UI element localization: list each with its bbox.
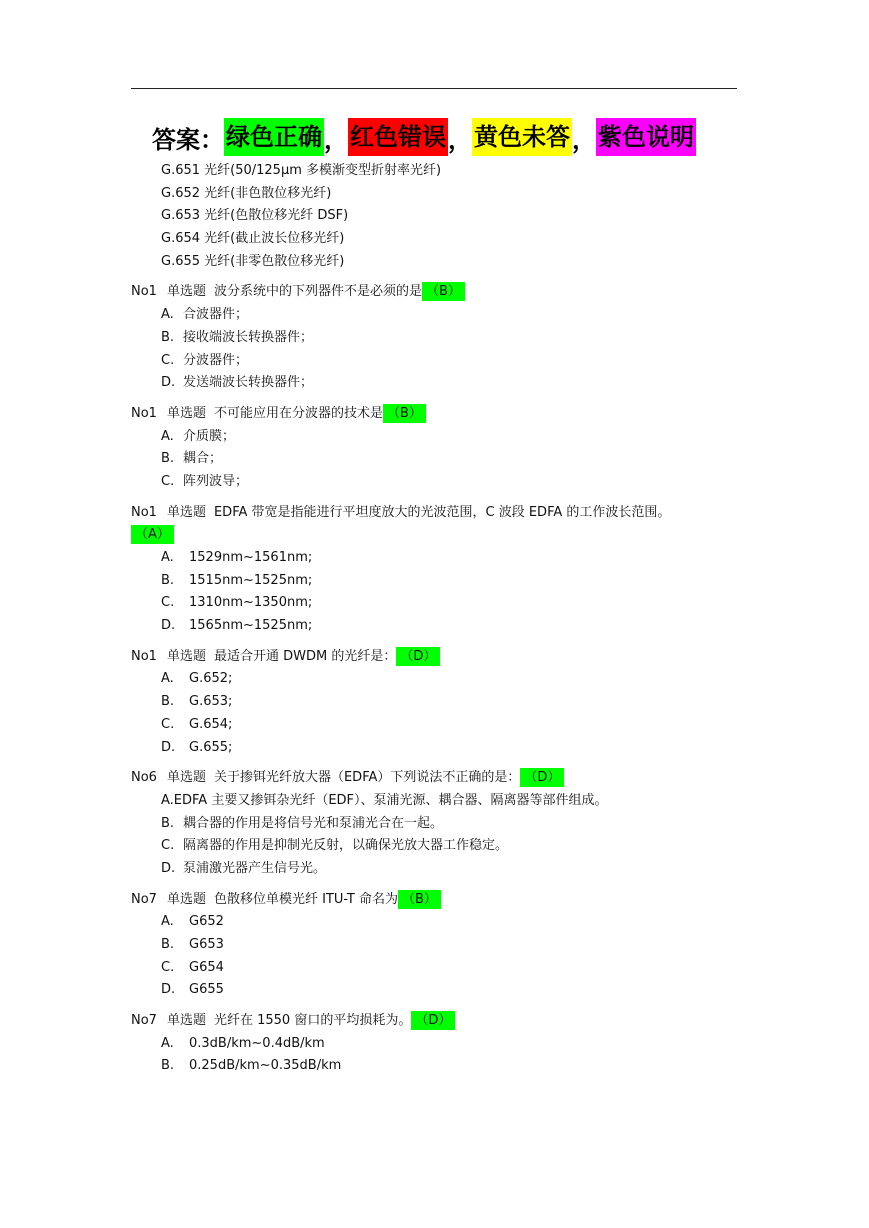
option-item: [131, 448, 737, 471]
option-item: [131, 858, 737, 881]
option-label: C.: [161, 838, 175, 854]
option-text: G.655;: [189, 739, 233, 755]
legend-separator: ，: [572, 124, 596, 154]
option-text: G.654;: [189, 716, 233, 732]
option-text: 隔离器的作用是抑制光反射，以确保光放大器工作稳定。: [183, 838, 509, 854]
option-label: A.: [161, 792, 174, 808]
option-label: C.: [161, 352, 175, 368]
option-text: 介质膜；: [183, 428, 236, 444]
option-label: A.: [161, 914, 174, 930]
option-item: [131, 835, 737, 858]
header-rule: [131, 88, 737, 89]
option-text: EDFA 主要又掺铒杂光纤（EDF）、泵浦光源、耦合器、隔离器等部件组成。: [173, 792, 608, 808]
fiber-type-line: G.654 光纤(截止波长位移光纤): [161, 231, 345, 247]
question-stem: [131, 767, 737, 790]
fiber-type-line: G.653 光纤(色散位移光纤 DSF): [161, 208, 349, 224]
question-stem: [131, 1010, 737, 1033]
option-label: D.: [161, 618, 176, 634]
option-label: B.: [161, 572, 175, 588]
answer-highlight: （B）: [422, 282, 465, 301]
option-item: [131, 615, 737, 638]
legend-separator: ，: [324, 124, 348, 154]
option-item: [131, 471, 737, 494]
option-text: 分波器件；: [183, 352, 249, 368]
option-label: B.: [161, 329, 175, 345]
option-text: 泵浦激光器产生信号光。: [183, 860, 327, 876]
option-text: 0.3dB/km~0.4dB/km: [189, 1035, 325, 1051]
question-type: 单选题: [166, 648, 206, 664]
option-label: C.: [161, 959, 175, 975]
option-text: 1565nm~1525nm;: [189, 618, 313, 634]
option-text: G652: [189, 914, 224, 930]
option-text: 阵列波导；: [183, 473, 249, 489]
option-label: A.: [161, 428, 174, 444]
question-number: No7: [131, 891, 157, 907]
option-label: C.: [161, 595, 175, 611]
answer-highlight: （B）: [398, 890, 441, 909]
option-label: D.: [161, 739, 176, 755]
option-label: A.: [161, 1035, 174, 1051]
question-text: EDFA 带宽是指能进行平坦度放大的光波范围，C 波段 EDFA 的工作波长范围。: [213, 504, 671, 520]
question-stem: [131, 646, 737, 669]
option-item: [131, 547, 737, 570]
option-item: [131, 714, 737, 737]
question-text: 波分系统中的下列器件不是必须的是: [213, 284, 422, 300]
question-type: 单选题: [166, 1013, 206, 1029]
option-text: G.652;: [189, 671, 233, 687]
answer-legend: [152, 117, 696, 157]
option-label: C.: [161, 716, 175, 732]
legend-separator: ，: [448, 124, 472, 154]
option-label: A.: [161, 307, 174, 323]
option-item: [131, 1033, 737, 1056]
option-item: [131, 979, 737, 1002]
option-text: 1529nm~1561nm;: [189, 550, 313, 565]
legend-correct: 绿色正确: [224, 118, 324, 156]
answer-highlight: （D）: [411, 1011, 455, 1030]
legend-unanswered: 黄色未答: [472, 118, 572, 156]
option-text: G654: [189, 959, 224, 975]
option-text: 1310nm~1350nm;: [189, 595, 313, 611]
option-item: [131, 911, 737, 934]
question-number: No1: [131, 405, 157, 421]
question-type: 单选题: [166, 504, 206, 520]
option-item: [131, 304, 737, 327]
question-stem: [131, 403, 737, 426]
option-text: 1515nm~1525nm;: [189, 572, 313, 588]
question-text: 关于掺铒光纤放大器（EDFA）下列说法不正确的是：: [213, 770, 521, 786]
option-label: B.: [161, 815, 175, 831]
fiber-type-line: G.655 光纤(非零色散位移光纤): [161, 253, 345, 269]
option-item: [131, 813, 737, 836]
question-number: No1: [131, 648, 157, 664]
answer-highlight: （D）: [520, 768, 564, 787]
question-stem: [131, 281, 737, 304]
option-text: 耦合器的作用是将信号光和泵浦光合在一起。: [183, 815, 444, 831]
option-item: [131, 934, 737, 957]
question-type: 单选题: [166, 891, 206, 907]
question-text: 色散移位单模光纤 ITU-T 命名为: [213, 891, 398, 907]
option-label: B.: [161, 1058, 175, 1074]
option-item: [131, 350, 737, 373]
option-label: A.: [161, 550, 174, 565]
question-answer-line: [131, 524, 737, 547]
legend-explanation: 紫色说明: [596, 118, 696, 156]
option-item: [131, 790, 737, 813]
option-item: [131, 372, 737, 395]
option-label: B.: [161, 694, 175, 710]
question-stem: [131, 502, 737, 525]
option-text: G653: [189, 937, 224, 952]
option-item: [131, 668, 737, 691]
option-item: [131, 1055, 737, 1078]
option-label: D.: [161, 860, 176, 876]
option-item: [131, 570, 737, 593]
question-stem: [131, 889, 737, 912]
option-text: 耦合；: [183, 451, 223, 467]
document-content: [131, 160, 737, 1078]
answer-highlight: （B）: [383, 404, 426, 423]
option-text: G655: [189, 982, 224, 998]
option-label: D.: [161, 375, 176, 391]
option-text: 接收端波长转换器件；: [183, 329, 314, 345]
question-text: 光纤在 1550 窗口的平均损耗为。: [213, 1013, 412, 1029]
fiber-type-line: G.652 光纤(非色散位移光纤): [161, 185, 332, 201]
option-item: [131, 957, 737, 980]
option-item: [131, 737, 737, 760]
question-number: No7: [131, 1013, 157, 1029]
answer-highlight: （D）: [396, 647, 440, 666]
option-label: B.: [161, 451, 175, 467]
question-number: No1: [131, 504, 157, 520]
answer-highlight: （A）: [131, 525, 174, 544]
option-item: [131, 426, 737, 449]
option-label: A.: [161, 671, 174, 687]
option-text: 合波器件；: [183, 307, 249, 323]
option-text: 0.25dB/km~0.35dB/km: [189, 1058, 342, 1074]
question-type: 单选题: [166, 405, 206, 421]
question-type: 单选题: [166, 284, 206, 300]
option-item: [131, 691, 737, 714]
option-text: 发送端波长转换器件；: [183, 375, 314, 391]
option-label: C.: [161, 473, 175, 489]
option-text: G.653;: [189, 694, 233, 710]
question-number: No6: [131, 770, 157, 786]
option-label: D.: [161, 982, 176, 998]
option-item: [131, 327, 737, 350]
question-text: 最适合开通 DWDM 的光纤是：: [213, 648, 397, 664]
option-label: B.: [161, 937, 175, 952]
legend-wrong: 红色错误: [348, 118, 448, 156]
fiber-type-line: G.651 光纤(50/125μm 多模渐变型折射率光纤): [161, 163, 442, 178]
legend-prefix: 答案：: [152, 124, 224, 154]
question-text: 不可能应用在分波器的技术是: [213, 405, 383, 421]
question-type: 单选题: [166, 770, 206, 786]
question-number: No1: [131, 284, 157, 300]
option-item: [131, 592, 737, 615]
